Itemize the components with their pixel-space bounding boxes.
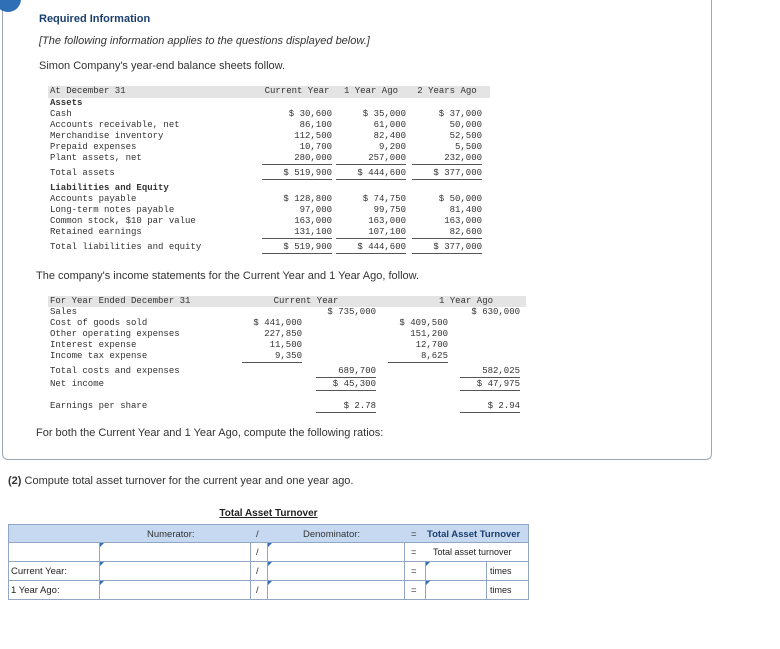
cell-value: $ 50,000 [438, 194, 482, 204]
table-row [48, 120, 490, 131]
numerator-header: Numerator: [147, 529, 195, 540]
result-header: Total Asset Turnover [427, 529, 521, 540]
result-formula-label: Total asset turnover [433, 547, 512, 557]
row-label: Common stock, $10 par value [50, 216, 196, 226]
bs-assets-heading: Assets [50, 98, 83, 108]
table-row [48, 216, 490, 227]
income-statement-intro: The company's income statements for the Current Year and 1 Year Ago, follow. [36, 270, 420, 282]
cell-value: $ 45,300 [316, 379, 376, 391]
cell-value: 52,500 [449, 131, 482, 141]
cell-value: $ 519,900 [262, 168, 332, 180]
balance-sheet-intro: Simon Company's year-end balance sheets follow. [39, 60, 286, 72]
one-year-ago-numerator-input[interactable] [99, 581, 251, 599]
row-label: Cash [50, 109, 72, 119]
cell-value: $ 377,000 [412, 242, 482, 254]
cell-value: $ 444,600 [336, 242, 406, 254]
denominator-formula-input[interactable] [267, 543, 405, 561]
row-label: Prepaid expenses [50, 142, 137, 152]
cell-value: 257,000 [336, 153, 406, 165]
cell-value: 12,700 [415, 340, 448, 350]
cell-value: 86,100 [299, 120, 332, 130]
cell-value: $ 35,000 [362, 109, 406, 119]
table-row [48, 379, 526, 390]
income-statement-header-row [48, 296, 526, 307]
row-label: Retained earnings [50, 227, 142, 237]
row-label: Cost of goods sold [50, 318, 148, 328]
row-label: Earnings per share [50, 401, 148, 411]
cell-value: 50,000 [449, 120, 482, 130]
current-year-denominator-input[interactable] [267, 562, 405, 580]
table-row [48, 366, 526, 377]
required-info-subtitle: [The following information applies to the questions displayed below.] [39, 35, 370, 47]
row-label: Income tax expense [50, 351, 148, 361]
cell-value: 82,400 [373, 131, 406, 141]
cell-value: $ 377,000 [412, 168, 482, 180]
table-row [48, 307, 526, 318]
cell-value: 163,000 [368, 216, 406, 226]
one-year-ago-label: 1 Year Ago: [11, 585, 60, 596]
row-label: Interest expense [50, 340, 137, 350]
ratios-intro: For both the Current Year and 1 Year Ago, compute the following ratios: [36, 427, 384, 439]
table-row [48, 227, 490, 238]
slash-separator: / [256, 566, 259, 577]
times-unit: times [490, 585, 512, 595]
is-year-1ago: 1 Year Ago [438, 296, 493, 306]
cell-value: 131,100 [262, 227, 332, 239]
table-row [48, 205, 490, 216]
row-label: Long-term notes payable [50, 205, 175, 215]
slash-header: / [256, 529, 259, 540]
cell-value: 582,025 [460, 366, 520, 378]
table-row [48, 109, 490, 120]
table-row [48, 329, 526, 340]
balance-sheet-table [48, 86, 490, 253]
cell-value: 107,100 [336, 227, 406, 239]
cell-value: 151,200 [410, 329, 448, 339]
table-row [48, 168, 490, 179]
cell-value: $ 37,000 [438, 109, 482, 119]
is-col-header: For Year Ended December 31 [50, 296, 191, 306]
question-number: (2) [8, 475, 22, 487]
equals-separator: = [411, 585, 417, 596]
cell-value: 81,400 [449, 205, 482, 215]
numerator-formula-input[interactable] [99, 543, 251, 561]
balance-sheet-header-row [48, 86, 490, 98]
bs-assets-heading-row [48, 98, 490, 109]
cell-value: 99,750 [373, 205, 406, 215]
bs-year-current: Current Year [264, 86, 330, 96]
row-label: Total assets [50, 168, 115, 178]
equals-separator: = [411, 566, 417, 577]
row-label: Merchandise inventory [50, 131, 164, 141]
table-row [48, 340, 526, 351]
bs-liab-heading-row [48, 183, 490, 194]
row-label: Accounts payable [50, 194, 137, 204]
cell-value: 61,000 [373, 120, 406, 130]
times-unit: times [490, 566, 512, 576]
row-label: Net income [50, 379, 105, 389]
cell-value: $ 519,900 [262, 242, 332, 254]
cell-value: 97,000 [299, 205, 332, 215]
info-badge-icon [0, 0, 21, 12]
cell-value: 112,500 [294, 131, 332, 141]
table-row [48, 318, 526, 329]
slash-separator: / [256, 585, 259, 596]
cell-value: 10,700 [299, 142, 332, 152]
question-body: Compute total asset turnover for the current year and one year ago. [24, 475, 354, 487]
required-info-title: Required Information [39, 13, 151, 25]
table-row [48, 242, 490, 253]
cell-value: $ 441,000 [253, 318, 302, 328]
cell-value: $ 735,000 [327, 307, 376, 317]
cell-value: $ 2.94 [460, 401, 520, 413]
cell-value: 163,000 [444, 216, 482, 226]
one-year-ago-row [8, 581, 529, 600]
ratio-table-title: Total Asset Turnover [219, 508, 318, 519]
current-year-row [8, 562, 529, 581]
bs-year-2ago: 2 Years Ago [417, 86, 477, 96]
ratio-table-header [8, 524, 529, 543]
cell-value: $ 128,800 [283, 194, 332, 204]
cell-value: $ 30,600 [288, 109, 332, 119]
cell-value: $ 630,000 [471, 307, 520, 317]
cell-value: $ 409,500 [399, 318, 448, 328]
cell-value: 9,200 [378, 142, 406, 152]
current-year-result-input[interactable] [425, 562, 487, 580]
one-year-ago-result-input[interactable] [425, 581, 487, 599]
denominator-header: Denominator: [303, 529, 361, 540]
cell-value: 232,000 [412, 153, 482, 165]
table-row [48, 401, 526, 412]
cell-value: 82,600 [412, 227, 482, 239]
cell-value: 689,700 [316, 366, 376, 378]
current-year-label: Current Year: [11, 566, 67, 577]
cell-value: 280,000 [262, 153, 332, 165]
current-year-numerator-input[interactable] [99, 562, 251, 580]
cell-value: 8,625 [388, 351, 448, 363]
cell-value: $ 2.78 [316, 401, 376, 413]
income-statement-table [48, 296, 526, 412]
row-label: Total costs and expenses [50, 366, 180, 376]
cell-value: 5,500 [454, 142, 482, 152]
table-row [48, 194, 490, 205]
cell-value: $ 47,975 [460, 379, 520, 391]
cell-value: 227,850 [264, 329, 302, 339]
table-row [48, 131, 490, 142]
row-label: Total liabilities and equity [50, 242, 202, 252]
is-year-current: Current Year [273, 296, 339, 306]
bs-col-header: At December 31 [50, 86, 126, 96]
cell-value: $ 74,750 [362, 194, 406, 204]
cell-value: 163,000 [294, 216, 332, 226]
table-row [48, 142, 490, 153]
equals-separator: = [411, 547, 417, 558]
equals-header: = [411, 529, 417, 540]
cell-value: $ 444,600 [336, 168, 406, 180]
table-row [48, 351, 526, 362]
row-label: Other operating expenses [50, 329, 180, 339]
row-label: Accounts receivable, net [50, 120, 180, 130]
formula-row [8, 543, 529, 562]
row-label: Sales [50, 307, 78, 317]
cell-value: 9,350 [242, 351, 302, 363]
table-row [48, 153, 490, 164]
bs-year-1ago: 1 Year Ago [343, 86, 398, 96]
question-text [8, 475, 353, 487]
row-label: Plant assets, net [50, 153, 142, 163]
slash-separator: / [256, 547, 259, 558]
cell-value: 11,500 [269, 340, 302, 350]
one-year-ago-denominator-input[interactable] [267, 581, 405, 599]
bs-liab-heading: Liabilities and Equity [50, 183, 169, 193]
